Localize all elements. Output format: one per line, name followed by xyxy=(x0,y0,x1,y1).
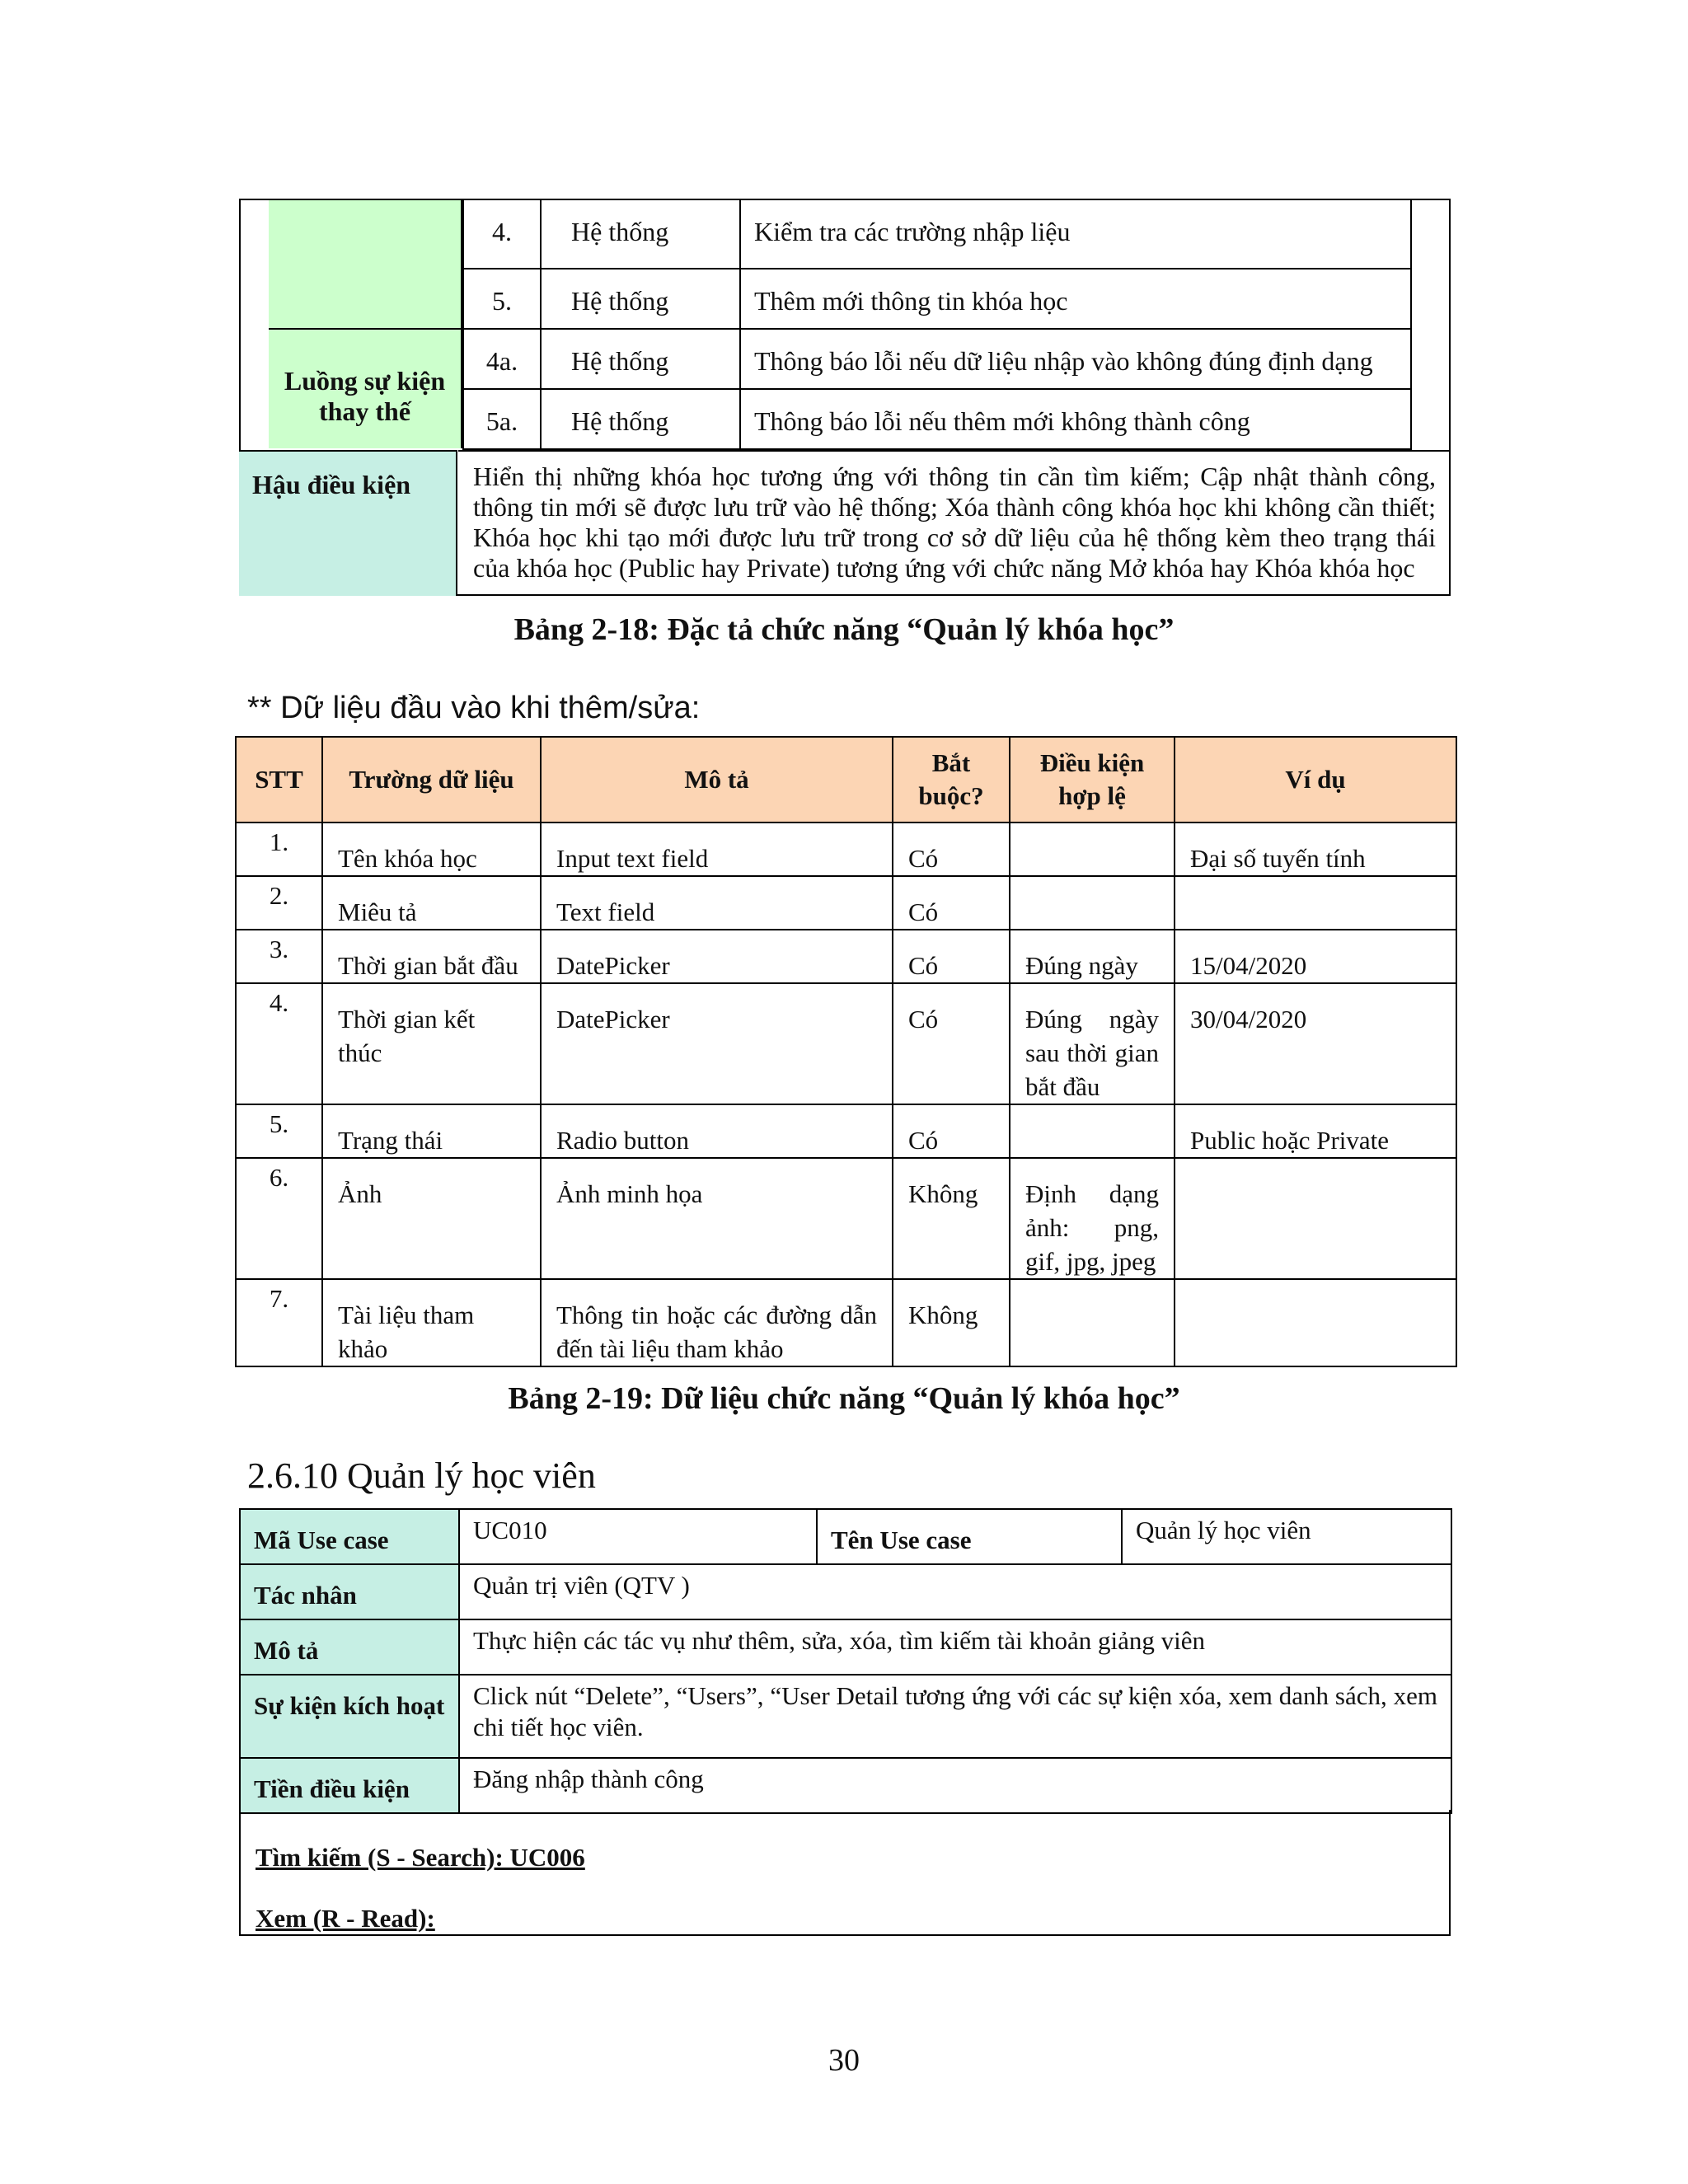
alt-flow-label-cell xyxy=(269,328,462,448)
row-stt: 1. xyxy=(269,827,289,856)
usecase-name-value: Quản lý học viên xyxy=(1122,1509,1451,1564)
row-required: Có xyxy=(908,844,939,873)
step-number: 4. xyxy=(463,199,541,269)
flow-steps-table xyxy=(462,199,1412,450)
row-desc: Ảnh minh họa xyxy=(556,1179,703,1208)
usecase-row xyxy=(240,1564,1451,1619)
table-row xyxy=(236,983,1456,1104)
row-field: Thời gian bắt đầu xyxy=(338,951,518,980)
row-example: Đại số tuyến tính xyxy=(1190,844,1366,873)
table-caption-18: Bảng 2-18: Đặc tả chức năng “Quản lý khóa học” xyxy=(513,612,1175,647)
row-field: Ảnh xyxy=(338,1179,382,1208)
row-required: Có xyxy=(908,898,939,926)
usecase-row xyxy=(240,1675,1451,1758)
row-desc: DatePicker xyxy=(556,951,670,980)
step-actor: Hệ thống xyxy=(541,199,740,269)
step-action: Thông báo lỗi nếu dữ liệu nhập vào không đúng định dạng xyxy=(740,329,1411,389)
table-row xyxy=(236,823,1456,876)
row-required: Không xyxy=(908,1301,978,1329)
header-stt: STT xyxy=(236,737,322,823)
row-desc: Input text field xyxy=(556,844,709,873)
precondition-value: Đăng nhập thành công xyxy=(459,1758,1451,1813)
usecase-code-label: Mã Use case xyxy=(240,1509,459,1564)
input-data-heading: ** Dữ liệu đầu vào khi thêm/sửa: xyxy=(247,691,701,725)
search-line: Tìm kiếm (S - Search): UC006 xyxy=(256,1843,585,1872)
row-stt: 4. xyxy=(269,988,289,1017)
postcondition-label: Hậu điều kiện xyxy=(239,450,457,596)
step-number: 5. xyxy=(463,269,541,329)
header-field: Trường dữ liệu xyxy=(322,737,541,823)
usecase-table xyxy=(239,1508,1452,1814)
step-actor: Hệ thống xyxy=(541,389,740,449)
table-row xyxy=(236,1279,1456,1366)
row-stt: 2. xyxy=(269,881,289,910)
page-number: 30 xyxy=(828,2043,860,2078)
flow-row xyxy=(463,269,1411,329)
usecase-name-label: Tên Use case xyxy=(817,1509,1122,1564)
usecase-row xyxy=(240,1758,1451,1813)
step-actor: Hệ thống xyxy=(541,329,740,389)
table-row xyxy=(236,1104,1456,1158)
flow-label-cell xyxy=(269,200,462,328)
header-example: Ví dụ xyxy=(1175,737,1456,823)
step-number: 4a. xyxy=(463,329,541,389)
row-desc: Radio button xyxy=(556,1126,690,1155)
header-desc: Mô tả xyxy=(541,737,893,823)
row-field: Miêu tả xyxy=(338,898,417,926)
row-field: Trạng thái xyxy=(338,1126,443,1155)
step-actor: Hệ thống xyxy=(541,269,740,329)
flow-row xyxy=(463,199,1411,269)
flow-row xyxy=(463,329,1411,389)
row-required: Không xyxy=(908,1179,978,1208)
row-required: Có xyxy=(908,1126,939,1155)
precondition-label: Tiền điều kiện xyxy=(240,1758,459,1813)
table-row xyxy=(236,876,1456,930)
section-heading: 2.6.10 Quản lý học viên xyxy=(247,1455,596,1496)
step-action: Thông báo lỗi nếu thêm mới không thành công xyxy=(740,389,1411,449)
row-condition: Đúng ngày xyxy=(1025,951,1138,980)
desc-value: Thực hiện các tác vụ như thêm, sửa, xóa, tìm kiếm tài khoản giảng viên xyxy=(459,1619,1451,1675)
row-field: Thời gian kết thúc xyxy=(338,1005,476,1067)
row-desc: Thông tin hoặc các đường dẫn đến tài liệu tham khảo xyxy=(556,1301,877,1363)
row-field: Tên khóa học xyxy=(338,844,477,873)
usecase-code-value: UC010 xyxy=(459,1509,817,1564)
row-example: 30/04/2020 xyxy=(1190,1005,1307,1033)
usecase-row xyxy=(240,1619,1451,1675)
alt-flow-label: Luồng sự kiện thay thế xyxy=(284,366,446,426)
row-stt: 7. xyxy=(269,1284,289,1313)
row-required: Có xyxy=(908,951,939,980)
table-row xyxy=(236,930,1456,983)
row-desc: Text field xyxy=(556,898,655,926)
row-field: Tài liệu tham khảo xyxy=(338,1301,475,1363)
usecase-row xyxy=(240,1509,1451,1564)
table-caption-19: Bảng 2-19: Dữ liệu chức năng “Quản lý khóa học” xyxy=(508,1381,1180,1416)
trigger-value: Click nút “Delete”, “Users”, “User Detail tương ứng với các sự kiện xóa, xem danh sách, xem chi tiết học viên. xyxy=(459,1675,1451,1758)
row-stt: 5. xyxy=(269,1109,289,1138)
desc-label: Mô tả xyxy=(240,1619,459,1675)
step-action: Thêm mới thông tin khóa học xyxy=(740,269,1411,329)
row-condition: Định dạng ảnh: png, gif, jpg, jpeg xyxy=(1025,1179,1159,1276)
trigger-label: Sự kiện kích hoạt xyxy=(240,1675,459,1758)
postcondition-text: Hiển thị những khóa học tương ứng với thông tin cần tìm kiếm; Cập nhật thành công, thông tin mới sẽ được lưu trữ vào hệ thống; Xóa thành công khóa học khi không cần thiết; Khóa học khi tạo mới được lưu trữ trong cơ sở dữ liệu của hệ thống kèm theo trạng thái của khóa học (Public hay Private) tương ứng với chức năng Mở khóa hay Khóa khóa học xyxy=(458,450,1451,596)
actor-value: Quản trị viên (QTV ) xyxy=(459,1564,1451,1619)
read-line: Xem (R - Read): xyxy=(256,1904,435,1933)
header-condition: Điều kiện hợp lệ xyxy=(1010,737,1175,823)
step-number: 5a. xyxy=(463,389,541,449)
row-example: 15/04/2020 xyxy=(1190,951,1307,980)
row-example: Public hoặc Private xyxy=(1190,1126,1390,1155)
row-stt: 6. xyxy=(269,1163,289,1192)
row-stt: 3. xyxy=(269,935,289,963)
table-header-row xyxy=(236,737,1456,823)
input-data-table xyxy=(235,736,1457,1367)
usecase-flow-box xyxy=(239,1810,1451,1936)
row-required: Có xyxy=(908,1005,939,1033)
table-row xyxy=(236,1158,1456,1279)
row-condition: Đúng ngày sau thời gian bắt đầu xyxy=(1025,1005,1159,1101)
header-required: Bắt buộc? xyxy=(893,737,1010,823)
step-action: Kiểm tra các trường nhập liệu xyxy=(740,199,1411,269)
flow-row xyxy=(463,389,1411,449)
actor-label: Tác nhân xyxy=(240,1564,459,1619)
row-desc: DatePicker xyxy=(556,1005,670,1033)
